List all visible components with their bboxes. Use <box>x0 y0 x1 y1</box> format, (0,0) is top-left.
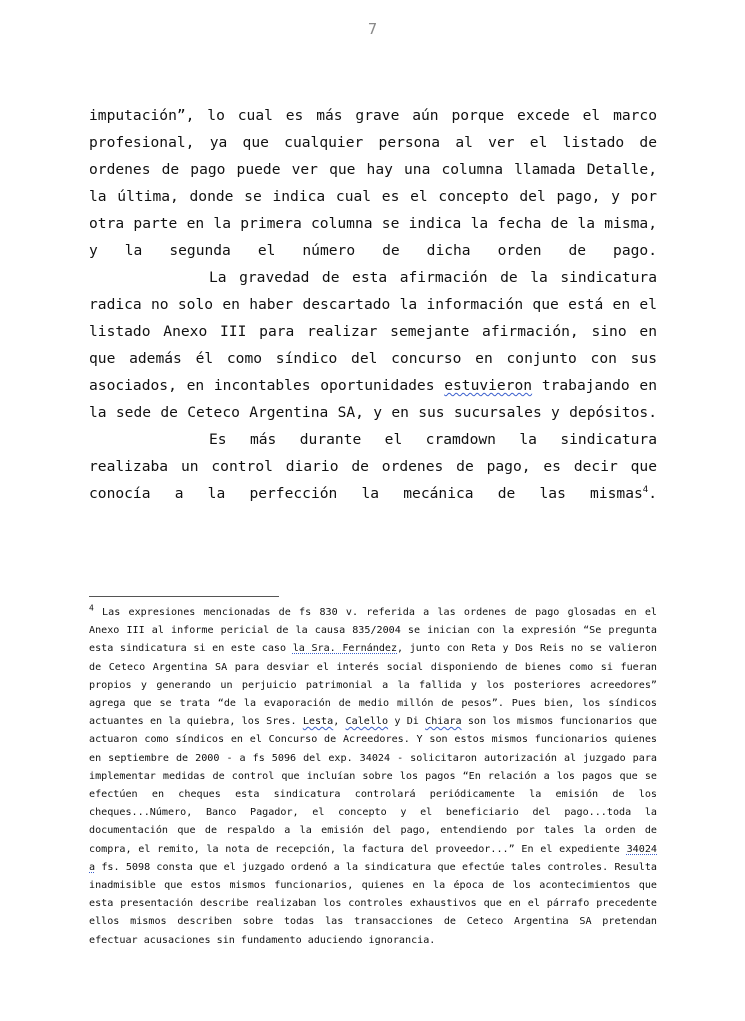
footnote-text-4: y Di <box>388 716 426 728</box>
footnote <box>89 604 657 950</box>
spellcheck-flagged-word: Lesta <box>302 716 334 728</box>
footnote-text-3: , <box>333 716 346 728</box>
grammar-flagged-phrase: la Sra. Fernández <box>292 643 398 655</box>
paragraph-1-text: imputación”, lo cual es más grave aún porque excede el marco profesional, ya que cualquier persona al ver el listado de ordenes de pago puede ver que hay una columna llamada Detalle, la última, donde se indica cual es el concepto del pago, y por otra parte en la primera columna se indica la fecha de la misma, y la segunda el número de dicha orden de pago. <box>89 107 657 259</box>
paragraph-3-end: . <box>648 485 657 502</box>
footnote-text-1: Las expresiones mencionadas de fs 830 v. referida a las ordenes de pago glosadas en el Anexo III al informe pericial de la causa 835/2004 se inician con la expresión “Se pregunta esta sindicatura si en este caso <box>89 607 657 655</box>
footnote-marker: 4 <box>89 603 94 613</box>
body-text <box>89 102 657 507</box>
spellcheck-flagged-word: estuvieron <box>444 377 533 394</box>
paragraph-2-text-a: La gravedad de esta afirmación de la sindicatura radica no solo en haber descartado la información que está en el listado Anexo III para realizar semejante afirmación, sino en que además él como síndico del concurso en conjunto con sus asociados, en incontables oportunidades <box>89 269 657 394</box>
paragraph-1 <box>89 102 657 264</box>
footnote-text-2: , junto con Reta y Dos Reis no se valieron de Ceteco Argentina SA para desviar el interés social disponiendo de bienes como si fueran propios y generando un perjuicio patrimonial a la fallida y los posteriores acreedores” agrega que se trata “de la evaporación de medio millón de pesos”. Pues bien, los síndicos actuantes en la quiebra, los Sres. <box>89 643 657 728</box>
footnote-text-6: fs. 5098 consta que el juzgado ordenó a la sindicatura que efectúe tales controles. Resulta inadmisible que estos mismos funcionarios, quienes en la época de los acontecimientos que esta presentación describe realizaban los controles exhaustivos que en el párrafo precedente ellos mismos describen sobre todas las transacciones de Ceteco Argentina SA pretendan efectuar acusaciones sin fundamento aduciendo ignorancia. <box>89 861 657 946</box>
paragraph-3 <box>89 426 657 507</box>
paragraph-2-text-b: trabajando en la sede de Ceteco Argentina SA, y en sus sucursales y depósitos. <box>89 377 657 421</box>
footnote-text-5: son los mismos funcionarios que actuaron como síndicos en el Concurso de Acreedores. Y son estos mismos funcionarios quienes en septiembre de 2000 - a fs 5096 del exp. 34024 - solicitaron autorización al juzgado para implementar medidas de control que incluían sobre los pagos “En relación a los pagos que se efectúen en cheques esta sindicatura controlará periódicamente la emisión de los cheques...Número, Banco Pagador, el concepto y el beneficiario del pago...toda la documentación que de respaldo a la emisión del pago, entendiendo por tales la orden de compra, el remito, la nota de recepción, la factura del proveedor...” En el expediente <box>89 716 657 855</box>
paragraph-3-text: Es más durante el cramdown la sindicatura realizaba un control diario de ordenes de pago, es decir que conocía a la perfección la mecánica de las mismas <box>89 431 657 502</box>
paragraph-2 <box>89 264 657 426</box>
spellcheck-flagged-word: Calello <box>345 716 389 728</box>
footnote-separator <box>89 596 279 597</box>
grammar-flagged-phrase: 34024 a <box>89 843 657 873</box>
footnote-reference: 4 <box>642 485 649 496</box>
spellcheck-flagged-word: Chiara <box>425 716 462 728</box>
page-number: 7 <box>367 20 378 38</box>
